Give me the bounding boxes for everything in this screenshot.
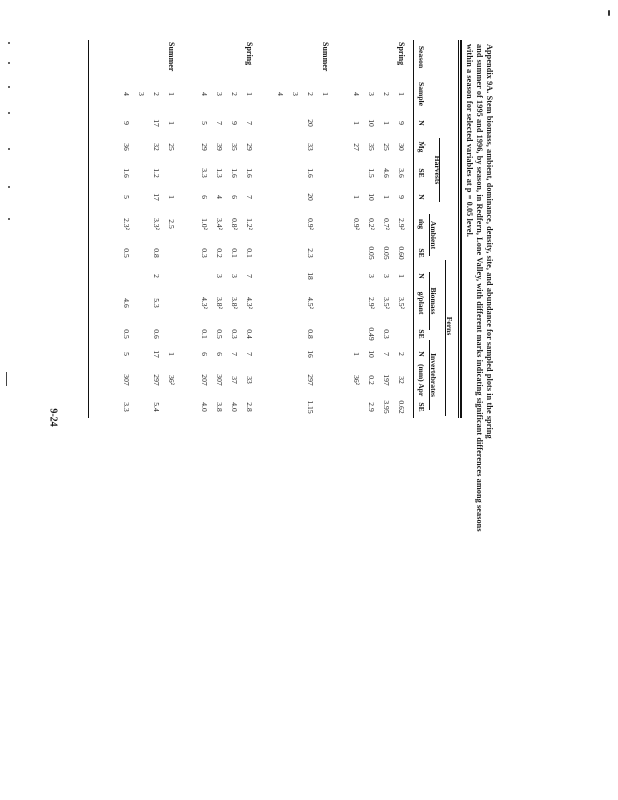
table-cell: 1 bbox=[397, 274, 406, 278]
table-cell: 297 bbox=[152, 374, 161, 386]
caption-line: Appendix 9A. Stem biomass, ambient, dominance, density, site, and abundance for sampled plots in the spring bbox=[485, 44, 494, 439]
table-cell: 4.6 bbox=[382, 168, 391, 178]
table-row bbox=[210, 40, 224, 418]
table-cell: 7 bbox=[215, 121, 224, 125]
table-cell: 32 bbox=[397, 376, 406, 384]
table-cell: 17 bbox=[152, 193, 161, 201]
scan-mark bbox=[6, 372, 7, 386]
table-cell: 1 bbox=[382, 121, 391, 125]
season-label: Summer bbox=[167, 42, 176, 72]
table-cell: 2.5 bbox=[167, 219, 176, 229]
table-cell: 1.3 bbox=[215, 168, 224, 178]
table-cell: 3.5² bbox=[382, 297, 391, 309]
table-row bbox=[271, 40, 285, 418]
table-cell: 35 bbox=[230, 143, 239, 151]
table-cell: 5 bbox=[200, 121, 209, 125]
table-cell: 0.5 bbox=[122, 248, 131, 258]
scan-speck bbox=[8, 86, 10, 88]
column-header: Sample bbox=[417, 81, 426, 107]
table-cell: 29 bbox=[200, 143, 209, 151]
table-cell: 0.8² bbox=[230, 218, 239, 230]
table-cell: 0.3 bbox=[382, 329, 391, 339]
table-cell: 4.0 bbox=[230, 402, 239, 412]
table-cell: 0.2 bbox=[215, 248, 224, 258]
table-cell: 9 bbox=[397, 121, 406, 125]
table-cell: 0.7² bbox=[382, 218, 391, 230]
season-label: Spring bbox=[397, 42, 406, 66]
column-header: N bbox=[417, 120, 426, 126]
table-cell: 307 bbox=[122, 374, 131, 386]
table-cell: 5 bbox=[122, 195, 131, 199]
table-cell: 20 bbox=[306, 193, 315, 201]
table-cell: 0.49 bbox=[367, 327, 376, 341]
table-cell: 3 bbox=[215, 274, 224, 278]
table-cell: 1 bbox=[245, 92, 254, 96]
table-cell: 7 bbox=[382, 352, 391, 356]
table-cell: 3.6 bbox=[397, 168, 406, 178]
table-cell: 4.3² bbox=[200, 297, 209, 309]
table-cell: 2.3² bbox=[122, 218, 131, 230]
table-cell: 2 bbox=[397, 352, 406, 356]
column-header: Ṁg bbox=[417, 141, 426, 153]
table-row bbox=[347, 40, 361, 418]
table-cell: 2.3 bbox=[306, 248, 315, 258]
table-cell: 7 bbox=[230, 352, 239, 356]
scan-speck bbox=[8, 186, 10, 188]
table-cell: 17 bbox=[152, 119, 161, 127]
table-cell: 3.3 bbox=[122, 402, 131, 412]
table-cell: 1.6 bbox=[230, 168, 239, 178]
table-cell: 1 bbox=[352, 352, 361, 356]
table-cell: 2 bbox=[152, 274, 161, 278]
group-rule bbox=[429, 272, 430, 330]
table-cell: 0.5 bbox=[215, 329, 224, 339]
group-header-invertebrates: Invertebrates bbox=[429, 353, 438, 397]
table-cell: 20 bbox=[306, 119, 315, 127]
table-cell: 7 bbox=[245, 274, 254, 278]
table-cell: 5.3 bbox=[152, 298, 161, 308]
table-row bbox=[301, 40, 315, 418]
column-header: Season bbox=[417, 45, 426, 69]
table-cell: 39 bbox=[215, 143, 224, 151]
table-cell: 3 bbox=[230, 274, 239, 278]
table-cell: 0.4 bbox=[245, 329, 254, 339]
table-cell: 0.05 bbox=[367, 246, 376, 260]
table-cell: 29 bbox=[245, 143, 254, 151]
scan-speck bbox=[8, 148, 10, 150]
table-cell: 33 bbox=[306, 143, 315, 151]
table-cell: 5 bbox=[122, 352, 131, 356]
scan-speck bbox=[8, 218, 10, 220]
group-header-biomass: Biomass bbox=[429, 287, 438, 315]
table-cell: 1 bbox=[321, 92, 330, 96]
table-cell: 4.6 bbox=[122, 298, 131, 308]
group-header-ferns: Ferns bbox=[445, 316, 454, 336]
table-cell: 0.5 bbox=[122, 329, 131, 339]
table-cell: 0.1 bbox=[245, 248, 254, 258]
table-cell: 3.8² bbox=[215, 297, 224, 309]
table-cell: 33 bbox=[245, 376, 254, 384]
table-cell: 9 bbox=[397, 195, 406, 199]
column-header: SE bbox=[417, 168, 426, 178]
table-cell: 10 bbox=[367, 350, 376, 358]
table-row bbox=[195, 40, 209, 418]
table-row bbox=[117, 40, 131, 418]
table-cell: 36 bbox=[122, 143, 131, 151]
table-cell: 0.2 bbox=[367, 375, 376, 385]
column-header: N bbox=[417, 194, 426, 200]
table-cell: 37 bbox=[230, 376, 239, 384]
table-cell: 1.6 bbox=[306, 168, 315, 178]
table-cell: 2 bbox=[230, 92, 239, 96]
table-cell: 2.9² bbox=[397, 218, 406, 230]
table-cell: 35 bbox=[367, 143, 376, 151]
table-cell: 9 bbox=[230, 121, 239, 125]
table-cell: 16 bbox=[306, 350, 315, 358]
table-cell: 10 bbox=[367, 193, 376, 201]
table-cell: 1.5 bbox=[367, 168, 376, 178]
table-cell: 3 bbox=[382, 274, 391, 278]
table-cell: 1 bbox=[167, 121, 176, 125]
table-cell: 0.8 bbox=[306, 329, 315, 339]
table-cell: 4 bbox=[276, 92, 285, 96]
caption-line: and summer of 1995 and 1996, by season, in Redfern, Lone Valley, with different marks indicating significant differences among seasons bbox=[475, 44, 484, 532]
table-cell: 3.4² bbox=[215, 218, 224, 230]
table-row bbox=[377, 40, 391, 418]
table-cell: 207 bbox=[200, 374, 209, 386]
table-cell: 6 bbox=[215, 352, 224, 356]
table-cell: 3.8 bbox=[215, 402, 224, 412]
table-cell: 3.3 bbox=[200, 168, 209, 178]
table-cell: 25 bbox=[382, 143, 391, 151]
table-cell: 0.1 bbox=[200, 329, 209, 339]
table-cell: 0.3 bbox=[200, 248, 209, 258]
table-cell: 3 bbox=[367, 274, 376, 278]
table-cell: 1 bbox=[382, 195, 391, 199]
table-cell: 1.0² bbox=[200, 218, 209, 230]
table-cell: 0.9² bbox=[352, 218, 361, 230]
table-cell: 0.9² bbox=[306, 218, 315, 230]
season-label: Summer bbox=[321, 42, 330, 72]
table-cell: 1 bbox=[167, 352, 176, 356]
group-rule bbox=[429, 340, 430, 410]
group-header-ambient: Ambient bbox=[429, 220, 438, 250]
table-row bbox=[147, 40, 161, 418]
table-cell: 10 bbox=[367, 119, 376, 127]
table-cell: 1.15 bbox=[306, 400, 315, 414]
group-rule bbox=[445, 260, 446, 416]
column-header: ṁg bbox=[417, 218, 426, 230]
table-cell: 1.2² bbox=[245, 218, 254, 230]
table-row bbox=[316, 40, 330, 418]
table-cell: 1 bbox=[397, 92, 406, 96]
column-header: N bbox=[417, 351, 426, 357]
table-cell: 3 bbox=[215, 92, 224, 96]
table-top-rule bbox=[458, 40, 459, 418]
column-header: (mm) Apr bbox=[417, 364, 426, 397]
table-row bbox=[286, 40, 300, 418]
scan-speck bbox=[8, 112, 10, 114]
table-cell: 3.5² bbox=[397, 297, 406, 309]
group-rule bbox=[429, 214, 430, 256]
table-cell: 0.6 bbox=[152, 329, 161, 339]
table-cell: 6 bbox=[200, 352, 209, 356]
table-caption bbox=[464, 44, 494, 532]
table-cell: 0.05 bbox=[382, 246, 391, 260]
column-header: SE bbox=[417, 402, 426, 412]
table-cell: 4.5² bbox=[306, 297, 315, 309]
table-cell: 2 bbox=[382, 92, 391, 96]
table-cell: 7 bbox=[245, 352, 254, 356]
table-cell: 1.2 bbox=[152, 168, 161, 178]
table-cell: 3 bbox=[367, 92, 376, 96]
table-cell: 25 bbox=[167, 143, 176, 151]
table-cell: 307 bbox=[215, 374, 224, 386]
table-cell: 2.9² bbox=[367, 297, 376, 309]
column-header: SE bbox=[417, 329, 426, 339]
table-cell: 0.2² bbox=[367, 218, 376, 230]
table-cell: 18 bbox=[306, 272, 315, 280]
table-cell: 1 bbox=[352, 195, 361, 199]
table-cell: 4.3² bbox=[245, 297, 254, 309]
column-header: SE bbox=[417, 248, 426, 258]
scan-speck bbox=[8, 42, 10, 44]
table-cell: 2.8 bbox=[245, 402, 254, 412]
table-cell: 30 bbox=[397, 143, 406, 151]
table-cell: 0.62 bbox=[397, 400, 406, 414]
table-cell: 0.8 bbox=[152, 248, 161, 258]
header-rule bbox=[413, 40, 414, 418]
table-cell: 32 bbox=[152, 143, 161, 151]
group-header-harvests: Harvests bbox=[433, 155, 442, 185]
table-cell: 3.3² bbox=[152, 218, 161, 230]
table-cell: 1 bbox=[352, 121, 361, 125]
table-cell: 4 bbox=[352, 92, 361, 96]
table-cell: 197 bbox=[382, 374, 391, 386]
rotated-table-block bbox=[84, 40, 502, 532]
table-cell: 0.60 bbox=[397, 246, 406, 260]
table-cell: 17 bbox=[152, 350, 161, 358]
table-row bbox=[162, 40, 176, 418]
table-cell: 36² bbox=[167, 375, 176, 385]
table-row bbox=[362, 40, 376, 418]
table-cell: 4 bbox=[215, 195, 224, 199]
table-cell: 2 bbox=[306, 92, 315, 96]
table-row bbox=[225, 40, 239, 418]
table-cell: 9 bbox=[122, 121, 131, 125]
column-header: N bbox=[417, 273, 426, 279]
table-cell: 5.4 bbox=[152, 402, 161, 412]
table-cell: 3 bbox=[137, 92, 146, 96]
table-cell: 27 bbox=[352, 143, 361, 151]
table-cell: 3.95 bbox=[382, 400, 391, 414]
table-cell: 4 bbox=[200, 92, 209, 96]
scan-speck bbox=[8, 62, 10, 64]
table-cell: 3.8² bbox=[230, 297, 239, 309]
table-top-rule bbox=[460, 40, 462, 418]
table-cell: 0.1 bbox=[230, 248, 239, 258]
table-cell: 3 bbox=[291, 92, 300, 96]
table-cell: 297 bbox=[306, 374, 315, 386]
table-row bbox=[392, 40, 406, 418]
table-cell: 2 bbox=[152, 92, 161, 96]
scan-speck bbox=[608, 10, 610, 16]
table-cell: 4.0 bbox=[200, 402, 209, 412]
caption-line: within a season for selected variables at p = 0.05 level. bbox=[465, 44, 474, 238]
table-cell: 6 bbox=[230, 195, 239, 199]
table-cell: 1.6 bbox=[245, 168, 254, 178]
table-cell: 2.9 bbox=[367, 402, 376, 412]
table-cell: 6 bbox=[200, 195, 209, 199]
table-cell: 4 bbox=[122, 92, 131, 96]
table-row bbox=[132, 40, 146, 418]
table-cell: 36² bbox=[352, 375, 361, 385]
table-cell: 1.6 bbox=[122, 168, 131, 178]
table-cell: 0.3 bbox=[230, 329, 239, 339]
season-label: Spring bbox=[245, 42, 254, 66]
page-number: 9-24 bbox=[47, 408, 59, 427]
table-cell: 1 bbox=[167, 195, 176, 199]
table-cell: 1 bbox=[167, 92, 176, 96]
column-header: g/plant bbox=[417, 291, 426, 315]
table-cell: 7 bbox=[245, 195, 254, 199]
table-cell: 7 bbox=[245, 121, 254, 125]
table-row bbox=[240, 40, 254, 418]
table-bottom-rule bbox=[88, 40, 89, 418]
group-rule bbox=[439, 138, 440, 202]
